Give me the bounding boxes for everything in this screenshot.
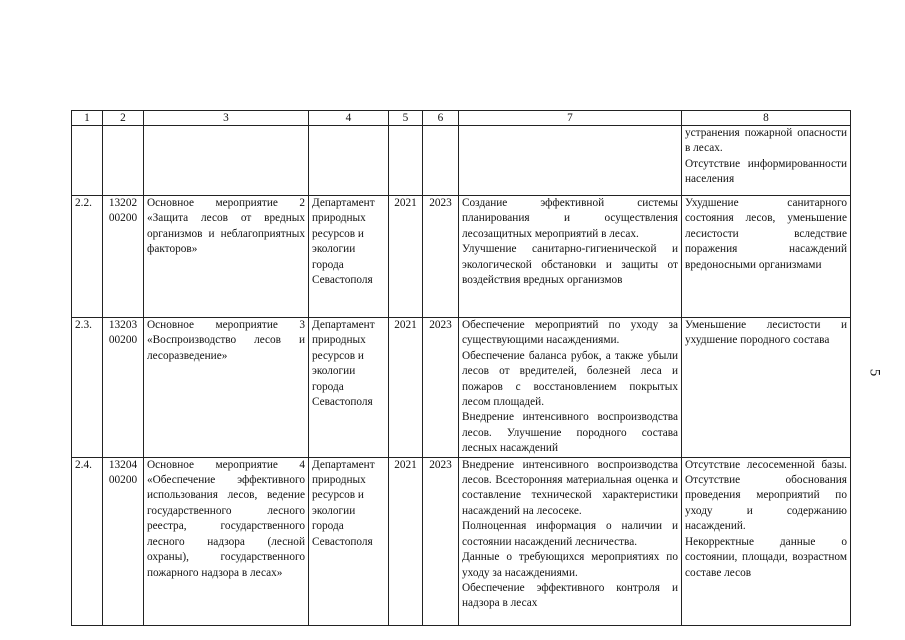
executor: Департамент природных ресурсов и экологии города Севастополя — [309, 318, 389, 458]
header-cell: 2 — [103, 111, 144, 126]
program-table — [71, 110, 851, 626]
consequences-cell — [682, 196, 851, 318]
result-line: Улучшение санитарно-гигиенической и экологической обстановки и защиты от воздействия вредных организмов — [462, 243, 678, 287]
header-cell: 4 — [309, 111, 389, 126]
row-number: 2.2. — [72, 196, 103, 318]
start-year: 2021 — [389, 457, 423, 625]
table-row — [72, 318, 851, 458]
result-line: Создание эффективной системы планирования и осуществления лесозащитных мероприятий в лесах. — [462, 197, 678, 240]
start-year: 2021 — [389, 318, 423, 458]
table-row — [72, 457, 851, 625]
header-cell: 3 — [144, 111, 309, 126]
consequences-cell — [682, 126, 851, 196]
result-line: Обеспечение эффективного контроля и надзора в лесах — [462, 581, 678, 610]
expected-results — [459, 457, 682, 625]
table-row — [72, 196, 851, 318]
executor: Департамент природных ресурсов и экологии города Севастополя — [309, 457, 389, 625]
measure-name: Основное мероприятие 3 «Воспроизводство лесов и лесоразведение» — [144, 318, 309, 458]
consequences-cell — [682, 318, 851, 458]
budget-code: 13203 00200 — [103, 318, 144, 458]
result-line: Обеспечение мероприятий по уходу за существующими насаждениями. — [462, 319, 678, 347]
header-cell: 8 — [682, 111, 851, 126]
header-cell: 6 — [423, 111, 459, 126]
consequence-line: Отсутствие лесосеменной базы. Отсутствие обоснования проведения мероприятий по уходу и содержанию насаждений. — [685, 458, 847, 533]
consequence-line: устранения пожарной опасности в лесах. — [685, 127, 847, 155]
row-number: 2.3. — [72, 318, 103, 458]
expected-results — [459, 318, 682, 458]
result-line: Внедрение интенсивного воспроизводства лесов. Улучшение породного состава лесных насаждений — [462, 411, 678, 455]
end-year: 2023 — [423, 457, 459, 625]
header-row — [72, 111, 851, 126]
result-line: Внедрение интенсивного воспроизводства лесов. Всесторонняя материальная оценка и составление технической характеристики насаждений на лесосеке. — [462, 458, 678, 517]
consequence-line: Отсутствие информированности населения — [685, 157, 847, 186]
result-line: Данные о требующихся мероприятиях по уходу за насаждениями. — [462, 551, 678, 579]
budget-code: 13202 00200 — [103, 196, 144, 318]
header-cell: 5 — [389, 111, 423, 126]
executor: Департамент природных ресурсов и экологии города Севастополя — [309, 196, 389, 318]
result-line: Полноценная информация о наличии и состоянии насаждений лесничества. — [462, 520, 678, 548]
consequence-line: Ухудшение санитарного состояния лесов, уменьшение лесистости вследствие поражения насаждений вредоносными организмами — [685, 197, 847, 271]
start-year: 2021 — [389, 196, 423, 318]
measure-name: Основное мероприятие 2 «Защита лесов от вредных организмов и неблагоприятных факторов» — [144, 196, 309, 318]
result-line: Обеспечение баланса рубок, а также убыли лесов от вредителей, болезней леса и пожаров с восстановлением покрытых лесом площадей. — [462, 349, 678, 409]
expected-results — [459, 196, 682, 318]
consequence-line: Некорректные данные о состоянии, площади, возрастном составе лесов — [685, 535, 847, 579]
consequences-cell — [682, 457, 851, 625]
measure-name: Основное мероприятие 4 «Обеспечение эффективного использования лесов, ведение государственного лесного реестра, государственного лесного надзора (лесной охраны), государственного пожарного надзора в лесах» — [144, 457, 309, 625]
budget-code: 13204 00200 — [103, 457, 144, 625]
header-cell: 7 — [459, 111, 682, 126]
end-year: 2023 — [423, 318, 459, 458]
table-row-continuation — [72, 126, 851, 196]
row-number: 2.4. — [72, 457, 103, 625]
page-number: 5 — [866, 368, 883, 377]
header-cell: 1 — [72, 111, 103, 126]
end-year: 2023 — [423, 196, 459, 318]
consequence-line: Уменьшение лесистости и ухудшение породного состава — [685, 319, 847, 347]
